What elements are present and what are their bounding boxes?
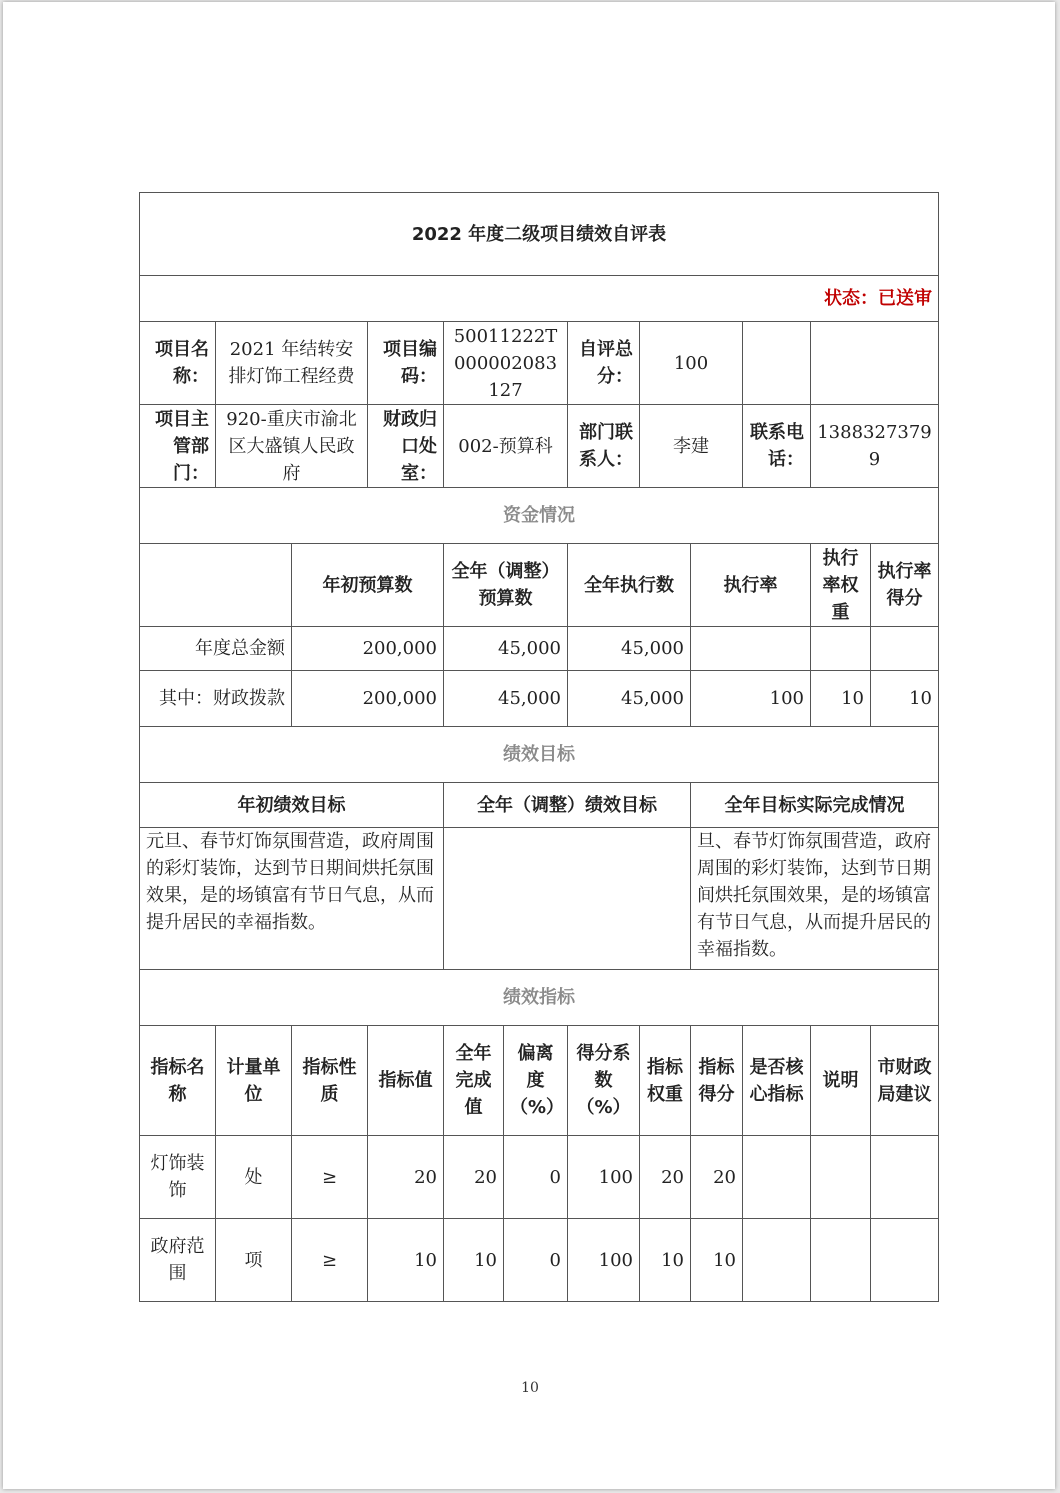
funds-row-label: 其中：财政拨款 <box>140 671 292 727</box>
table-row <box>140 1136 939 1219</box>
ind-value: 10 <box>368 1219 444 1302</box>
funds-header-adjusted: 全年（调整）预算数 <box>444 544 568 627</box>
funds-executed: 45,000 <box>568 627 691 671</box>
ind-score: 10 <box>691 1219 743 1302</box>
phone-label: 联系电话： <box>743 405 811 488</box>
ind-deviation: 0 <box>504 1136 568 1219</box>
ind-header-unit: 计量单位 <box>216 1026 292 1136</box>
ind-note <box>811 1219 871 1302</box>
funds-rate <box>691 627 811 671</box>
goals-actual-text: 旦、春节灯饰氛围营造，政府周围的彩灯装饰，达到节日期间烘托氛围效果，是的场镇富有节日气息，从而提升居民的幸福指数。 <box>691 828 939 970</box>
project-name-value: 2021 年结转安排灯饰工程经费 <box>216 322 368 405</box>
ind-header-advice: 市财政局建议 <box>871 1026 939 1136</box>
ind-header-note: 说明 <box>811 1026 871 1136</box>
ind-header-completed: 全年完成值 <box>444 1026 504 1136</box>
performance-evaluation-form <box>139 192 939 1302</box>
funds-initial: 200,000 <box>292 627 444 671</box>
ind-weight: 20 <box>640 1136 691 1219</box>
ind-completed: 20 <box>444 1136 504 1219</box>
ind-header-nature: 指标性质 <box>292 1026 368 1136</box>
funds-score <box>871 627 939 671</box>
ind-header-core: 是否核心指标 <box>743 1026 811 1136</box>
funds-header-initial: 年初预算数 <box>292 544 444 627</box>
funds-header-weight: 执行率权重 <box>811 544 871 627</box>
ind-coef: 100 <box>568 1136 640 1219</box>
goals-section-title: 绩效目标 <box>140 727 939 783</box>
funds-header-blank <box>140 544 292 627</box>
funds-score: 10 <box>871 671 939 727</box>
ind-coef: 100 <box>568 1219 640 1302</box>
funds-executed: 45,000 <box>568 671 691 727</box>
ind-nature: ≥ <box>292 1219 368 1302</box>
ind-header-coef: 得分系数（%） <box>568 1026 640 1136</box>
empty-cell <box>811 322 939 405</box>
goals-header-initial: 年初绩效目标 <box>140 783 444 828</box>
funds-header-rate: 执行率 <box>691 544 811 627</box>
project-name-label: 项目名称： <box>140 322 216 405</box>
table-row <box>140 1219 939 1302</box>
phone-value: 13883273799 <box>811 405 939 488</box>
ind-unit: 处 <box>216 1136 292 1219</box>
table-row <box>140 627 939 671</box>
ind-score: 20 <box>691 1136 743 1219</box>
funds-rate: 100 <box>691 671 811 727</box>
funds-adjusted: 45,000 <box>444 627 568 671</box>
funds-initial: 200,000 <box>292 671 444 727</box>
indicators-section-title: 绩效指标 <box>140 970 939 1026</box>
ind-advice <box>871 1136 939 1219</box>
status-label: 状态： <box>824 288 878 309</box>
goals-adjusted-text <box>444 828 691 970</box>
ind-header-score: 指标得分 <box>691 1026 743 1136</box>
ind-value: 20 <box>368 1136 444 1219</box>
goals-initial-text: 元旦、春节灯饰氛围营造，政府周围的彩灯装饰，达到节日期间烘托氛围效果，是的场镇富有节日气息，从而提升居民的幸福指数。 <box>140 828 444 970</box>
funds-weight: 10 <box>811 671 871 727</box>
project-code-value: 50011222T000002083127 <box>444 322 568 405</box>
funds-weight <box>811 627 871 671</box>
ind-deviation: 0 <box>504 1219 568 1302</box>
status-value: 已送审 <box>878 288 932 309</box>
ind-core <box>743 1136 811 1219</box>
ind-header-name: 指标名称 <box>140 1026 216 1136</box>
ind-note <box>811 1136 871 1219</box>
ind-unit: 项 <box>216 1219 292 1302</box>
funds-header-score: 执行率得分 <box>871 544 939 627</box>
ind-core <box>743 1219 811 1302</box>
total-score-value: 100 <box>640 322 743 405</box>
total-score-label: 自评总分： <box>568 322 640 405</box>
document-page <box>3 2 1055 1489</box>
goals-header-actual: 全年目标实际完成情况 <box>691 783 939 828</box>
contact-label: 部门联系人： <box>568 405 640 488</box>
ind-header-weight: 指标权重 <box>640 1026 691 1136</box>
finance-office-value: 002-预算科 <box>444 405 568 488</box>
ind-nature: ≥ <box>292 1136 368 1219</box>
funds-row-label: 年度总金额 <box>140 627 292 671</box>
finance-office-label: 财政归口处室： <box>368 405 444 488</box>
project-code-label: 项目编码： <box>368 322 444 405</box>
page-number: 10 <box>521 1380 539 1396</box>
status-badge <box>140 276 939 322</box>
ind-header-deviation: 偏离度（%） <box>504 1026 568 1136</box>
ind-completed: 10 <box>444 1219 504 1302</box>
contact-value: 李建 <box>640 405 743 488</box>
table-row <box>140 671 939 727</box>
empty-cell <box>743 322 811 405</box>
funds-adjusted: 45,000 <box>444 671 568 727</box>
ind-name: 政府范围 <box>140 1219 216 1302</box>
goals-header-adjusted: 全年（调整）绩效目标 <box>444 783 691 828</box>
form-title: 2022 年度二级项目绩效自评表 <box>140 193 939 276</box>
dept-label: 项目主管部门： <box>140 405 216 488</box>
funds-header-executed: 全年执行数 <box>568 544 691 627</box>
funds-section-title: 资金情况 <box>140 488 939 544</box>
dept-value: 920-重庆市渝北区大盛镇人民政府 <box>216 405 368 488</box>
ind-name: 灯饰装饰 <box>140 1136 216 1219</box>
ind-weight: 10 <box>640 1219 691 1302</box>
ind-header-value: 指标值 <box>368 1026 444 1136</box>
ind-advice <box>871 1219 939 1302</box>
